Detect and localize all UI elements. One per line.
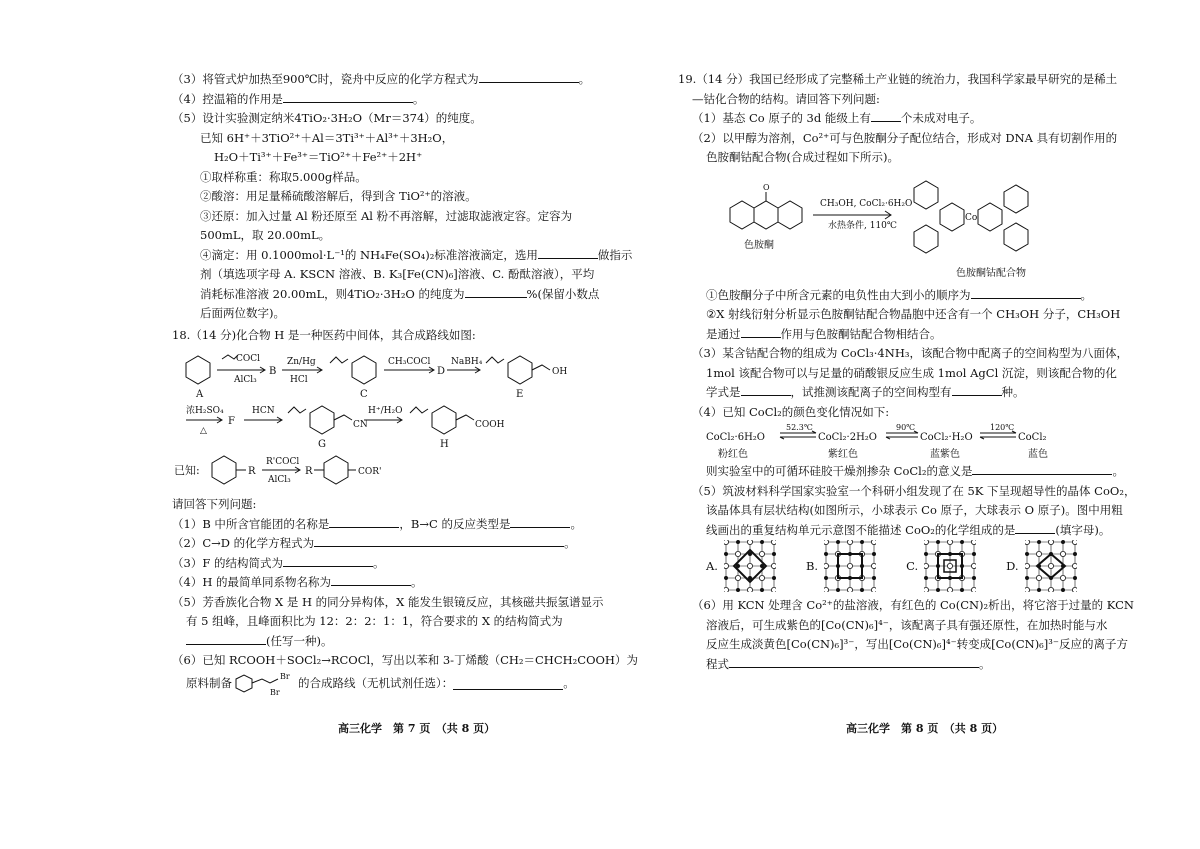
svg-text:52.3℃: 52.3℃ <box>786 423 813 432</box>
svg-text:HCl: HCl <box>290 375 308 385</box>
oxygen-atom <box>747 587 752 592</box>
answer-blank[interactable] <box>871 109 901 122</box>
svg-text:Zn/Hg: Zn/Hg <box>287 357 316 367</box>
svg-text:CH₃OH, CoCl₂·6H₂O: CH₃OH, CoCl₂·6H₂O <box>820 198 913 209</box>
svg-text:OH: OH <box>552 367 568 377</box>
cobalt-atom <box>736 540 739 543</box>
svg-text:H⁺/H₂O: H⁺/H₂O <box>368 406 403 416</box>
q19-part6-cont: 溶液后，可生成紫色的[Co(CN)₆]⁴⁻，该配离子具有强还原性，在加热时能与水 <box>706 617 1108 632</box>
answer-blank[interactable] <box>186 632 266 645</box>
q19-part6-cont3: 程式 。 <box>706 656 991 671</box>
oxygen-atom <box>771 587 776 592</box>
svg-text:C: C <box>360 389 368 400</box>
page-left <box>172 70 638 697</box>
q19-part4: （4）已知 CoCl₂的颜色变化情况如下: <box>692 404 890 419</box>
svg-text:D: D <box>437 366 446 377</box>
svg-text:CoCl₂·2H₂O: CoCl₂·2H₂O <box>818 432 877 443</box>
oxygen-atom <box>759 575 764 580</box>
cobalt-atom <box>1061 588 1064 591</box>
lattice-a-icon <box>724 540 776 592</box>
cobalt-atom <box>748 552 751 555</box>
q18-part5-cont2: (任写一种)。 <box>172 632 592 652</box>
oxygen-atom <box>747 563 752 568</box>
q19-part3-cont: 1mol 该配合物可以与足量的硝酸银反应生成 1mol AgCl 沉淀，则该配合物的化 <box>706 365 1117 380</box>
cobalt-atom <box>772 552 775 555</box>
step-1: ①取样称重：称取5.000g样品。 <box>200 169 367 184</box>
q18-part1: （1）B 中所含官能团的名称是 ，B→C 的反应类型是 。 <box>172 516 582 531</box>
cobalt-atom <box>736 588 739 591</box>
svg-text:CH₃COCl: CH₃COCl <box>388 357 431 367</box>
oxygen-atom <box>824 563 829 568</box>
svg-text:NaBH₄: NaBH₄ <box>451 357 483 367</box>
cobalt-atom <box>937 540 940 543</box>
svg-text:CoCl₂·6H₂O: CoCl₂·6H₂O <box>706 432 765 443</box>
svg-text:AlCl₃: AlCl₃ <box>268 475 291 485</box>
svg-text:COCl: COCl <box>236 354 261 364</box>
cobalt-atom <box>772 576 775 579</box>
oxygen-atom <box>948 587 953 592</box>
oxygen-atom <box>924 563 929 568</box>
cobalt-atom <box>760 588 763 591</box>
q18-part2: （2）C→D 的化学方程式为 。 <box>172 536 576 550</box>
tryptanthrin-ring-icon <box>730 201 754 229</box>
q19-part6-cont2: 反应生成淡黄色[Co(CN)₆]³⁻，写出[Co(CN)₆]⁴⁻转变成[Co(CN)₆]³⁻反应的离子方 <box>706 637 1128 651</box>
option-d[interactable]: D. <box>1006 540 1076 592</box>
oxygen-atom <box>724 563 729 568</box>
svg-text:△: △ <box>200 426 207 436</box>
q19-header-cont: —钴化合物的结构。请回答下列问题: <box>692 91 880 106</box>
svg-text:F: F <box>228 416 235 427</box>
answer-blank[interactable] <box>331 573 411 586</box>
answer-blank[interactable] <box>972 462 1112 475</box>
lattice-options <box>706 540 1108 592</box>
cobalt-atom <box>760 564 763 567</box>
oxygen-atom <box>759 551 764 556</box>
cobalt-atom <box>860 588 863 591</box>
q18-part3: （3）F 的结构简式为 。 <box>172 555 385 570</box>
oxygen-atom <box>724 540 729 545</box>
q19-part2: （2）以甲醇为溶剂，Co²⁺可与色胺酮分子配位结合，形成对 DNA 具有切割作用的 <box>692 130 1118 145</box>
oxygen-atom <box>735 575 740 580</box>
q19-part4-cont: 则实验室中的可循环硅胶干燥剂掺杂 CoCl₂的意义是 。 <box>706 464 1124 478</box>
q19-header: 19.（14 分）我国已经形成了完整稀土产业链的统治力，我国科学家最早研究的是稀土 <box>678 72 1118 86</box>
oxygen-atom <box>972 563 977 568</box>
oxygen-atom <box>847 563 852 568</box>
svg-text:HCN: HCN <box>252 406 275 416</box>
svg-text:色胺酮: 色胺酮 <box>744 239 774 251</box>
oxygen-atom <box>1072 587 1077 592</box>
benzene-c-icon <box>352 356 376 384</box>
cobalt-atom <box>836 540 839 543</box>
step-4-cont: 剂（填选项字母 A. KSCN 溶液、B. K₃[Fe(CN)₆]溶液、C. 酚酞溶液），平均 <box>200 267 595 281</box>
synthesis-scheme <box>172 345 592 495</box>
oxygen-atom <box>847 540 852 545</box>
q19-part5-cont: 该晶体具有层状结构(如图所示，小球表示 Co 原子，大球表示 O 原子)。图中用粗 <box>706 503 1123 517</box>
q19-part3: （3）某含钴配合物的组成为 CoCl₃·4NH₃，该配合物中配离子的空间构型为八面体， <box>692 346 1128 360</box>
step-4-cont3: 后面两位数字)。 <box>200 306 285 320</box>
cobalt-atom <box>724 552 727 555</box>
svg-text:Br: Br <box>270 687 280 697</box>
q19-part3-cont2: 学式是 ，试推测该配离子的空间构型有 种。 <box>706 385 1025 399</box>
svg-text:CN: CN <box>353 420 368 430</box>
svg-text:R: R <box>305 466 313 477</box>
cobalt-atom <box>937 588 940 591</box>
svg-text:水热条件, 110℃: 水热条件, 110℃ <box>828 220 897 231</box>
lattice-d-icon <box>1025 540 1077 592</box>
oxygen-atom <box>1048 587 1053 592</box>
lattice-b-icon <box>824 540 876 592</box>
oxygen-atom <box>948 540 953 545</box>
oxygen-atom <box>1060 575 1065 580</box>
complex-ring-icon <box>914 181 938 209</box>
cobalt-atom <box>1025 552 1028 555</box>
oxygen-atom <box>871 587 876 592</box>
q19-sub2-cont: 是通过 作用与色胺酮钴配合物相结合。 <box>706 326 942 341</box>
q18-ask: 请回答下列问题: <box>172 497 257 511</box>
oxygen-atom <box>871 563 876 568</box>
oxygen-atom <box>1025 540 1030 545</box>
answer-blank[interactable] <box>479 70 579 83</box>
cobalt-atom <box>1025 576 1028 579</box>
svg-text:Co: Co <box>965 212 978 223</box>
cobalt-atom <box>824 576 827 579</box>
answer-blank[interactable] <box>510 515 570 528</box>
oxygen-atom <box>948 563 953 568</box>
answer-blank[interactable] <box>465 285 527 298</box>
answer-blank[interactable] <box>329 515 399 528</box>
q19-part1: （1）基态 Co 原子的 3d 能级上有 个未成对电子。 <box>692 111 982 125</box>
svg-text:O: O <box>763 182 770 192</box>
page-footer-left: 高三化学 第 7 页 （共 8 页） <box>338 722 496 735</box>
oxygen-atom <box>1036 575 1041 580</box>
cobalt-atom <box>1073 552 1076 555</box>
svg-text:蓝色: 蓝色 <box>1028 449 1048 460</box>
answer-blank[interactable] <box>538 246 598 259</box>
svg-text:CoCl₂: CoCl₂ <box>1018 432 1047 443</box>
q18-part5-cont: 有 5 组峰，且峰面积比为 12：2：2：1：1，符合要求的 X 的结构简式为 <box>186 614 563 628</box>
svg-text:G: G <box>318 439 326 450</box>
svg-text:120℃: 120℃ <box>990 423 1015 432</box>
q19-sub2: ②X 射线衍射分析显示色胺酮钴配合物晶胞中还含有一个 CH₃OH 分子，CH₃OH <box>706 307 1121 321</box>
oxygen-atom <box>924 587 929 592</box>
oxygen-atom <box>824 587 829 592</box>
q17-part5: （5）设计实验测定纳米4TiO₂·3H₂O（Mr＝374）的纯度。 <box>172 111 482 125</box>
q19-part2-cont: 色胺酮钴配合物(合成过程如下所示)。 <box>706 150 899 164</box>
svg-text:R'COCl: R'COCl <box>266 457 300 467</box>
answer-blank[interactable] <box>952 383 1002 396</box>
oxygen-atom <box>847 587 852 592</box>
cobalt-atom <box>836 588 839 591</box>
option-b[interactable]: B. <box>806 540 876 592</box>
oxygen-atom <box>924 540 929 545</box>
q19-part5-cont2: 线画出的重复结构单元示意图不能描述 CoO₂的化学组成的是 (填字母)。 <box>706 522 1111 537</box>
benzene-a-icon <box>186 356 210 384</box>
cobalt-atom <box>860 540 863 543</box>
svg-text:H: H <box>440 439 449 450</box>
cobalt-atom <box>724 576 727 579</box>
oxygen-atom <box>1036 551 1041 556</box>
svg-text:Br: Br <box>280 671 290 681</box>
cobalt-atom <box>1037 588 1040 591</box>
answer-blank[interactable] <box>741 383 791 396</box>
known-equation-2: H₂O＋Ti³⁺＋Fe³⁺＝TiO²⁺＋Fe²⁺＋2H⁺ <box>214 150 423 164</box>
oxygen-atom <box>972 540 977 545</box>
step-3: ③还原：加入过量 Al 粉还原至 Al 粉不再溶解，过滤取滤液定容。定容为 <box>200 208 573 223</box>
oxygen-atom <box>735 551 740 556</box>
cobalt-atom <box>1061 540 1064 543</box>
q18-header: 18.（14 分)化合物 H 是一种医药中间体，其合成路线如图: <box>172 327 476 342</box>
oxygen-atom <box>824 540 829 545</box>
cobalt-atom <box>973 552 976 555</box>
benzene-e-icon <box>508 356 532 384</box>
svg-text:90℃: 90℃ <box>896 423 916 432</box>
target-molecule-icon <box>232 671 298 697</box>
step-2: ②酸溶：用足量稀硫酸溶解后，得到含 TiO²⁺的溶液。 <box>200 189 477 203</box>
known-equation-1: 已知 6H⁺＋3TiO²⁺＋Al＝3Ti³⁺＋Al³⁺＋3H₂O， <box>200 130 454 145</box>
answer-blank[interactable] <box>741 325 781 338</box>
q18-part4: （4）H 的最简单同系物名称为 。 <box>172 575 423 589</box>
answer-blank[interactable] <box>314 534 564 547</box>
cobalt-atom <box>824 552 827 555</box>
oxygen-atom <box>1060 551 1065 556</box>
option-a[interactable]: A. <box>706 540 776 592</box>
page-footer-right: 高三化学 第 8 页 （共 8 页） <box>846 722 1004 735</box>
cobalt-atom <box>1037 540 1040 543</box>
step-3-cont: 500mL，取 20.00mL。 <box>200 228 331 242</box>
svg-text:粉红色: 粉红色 <box>718 449 748 460</box>
answer-blank[interactable] <box>283 90 413 103</box>
oxygen-atom <box>1072 563 1077 568</box>
cobalt-atom <box>925 576 928 579</box>
step-4-cont2: 消耗标准溶液 20.00mL，则4TiO₂·3H₂O 的纯度为 %(保留小数点 <box>200 286 600 301</box>
q18-part6: （6）已知 RCOOH＋SOCl₂→RCOCl，写出以苯和 3-丁烯酸（CH₂＝CHCH₂COOH）为 <box>172 653 638 667</box>
cobalt-atom <box>736 564 739 567</box>
complex-synthesis-figure <box>678 168 1108 286</box>
svg-text:R: R <box>248 466 256 477</box>
cobalt-atom <box>1073 576 1076 579</box>
benzene-product-icon <box>324 456 348 484</box>
q19-part6: （6）用 KCN 处理含 Co²⁺的盐溶液，有红色的 Co(CN)₂析出，将它溶于过量的 KCN <box>692 598 1134 612</box>
step-4: ④滴定：用 0.1000mol·L⁻¹的 NH₄Fe(SO₄)₂标准溶液滴定，选用 做指示 <box>200 247 633 262</box>
q17-part4: （4）控温箱的作用是 。 <box>172 91 425 106</box>
svg-text:CoCl₂·H₂O: CoCl₂·H₂O <box>920 432 973 443</box>
answer-blank[interactable] <box>283 554 373 567</box>
svg-text:COR': COR' <box>358 467 382 477</box>
svg-text:已知:: 已知: <box>174 464 200 477</box>
oxygen-atom <box>771 540 776 545</box>
oxygen-atom <box>1048 540 1053 545</box>
lattice-c-icon <box>924 540 976 592</box>
benzene-g-icon <box>310 406 334 434</box>
oxygen-atom <box>724 587 729 592</box>
benzene-known-icon <box>212 456 236 484</box>
cobalt-atom <box>760 540 763 543</box>
q17-part3: （3）将管式炉加热至900℃时，瓷舟中反应的化学方程式为 。 <box>172 72 591 86</box>
svg-text:E: E <box>516 389 524 400</box>
svg-text:COOH: COOH <box>475 420 505 430</box>
svg-text:蓝紫色: 蓝紫色 <box>930 449 960 460</box>
answer-blank[interactable] <box>1015 521 1055 534</box>
cobalt-atom <box>961 540 964 543</box>
cobalt-atom <box>973 576 976 579</box>
cocl2-color-chain <box>678 422 1108 462</box>
oxygen-atom <box>871 540 876 545</box>
oxygen-atom <box>747 540 752 545</box>
oxygen-atom <box>972 587 977 592</box>
answer-blank[interactable] <box>453 677 563 690</box>
option-c[interactable]: C. <box>906 540 976 592</box>
answer-blank[interactable] <box>729 655 979 668</box>
svg-text:紫红色: 紫红色 <box>828 449 858 460</box>
cobalt-atom <box>925 552 928 555</box>
cobalt-atom <box>872 552 875 555</box>
q18-part5: （5）芳香族化合物 X 是 H 的同分异构体，X 能发生银镜反应，其核磁共振氢谱显示 <box>172 594 604 609</box>
cobalt-atom <box>872 576 875 579</box>
page-right <box>678 70 1136 674</box>
svg-text:AlCl₃: AlCl₃ <box>234 375 257 385</box>
benzene-h-icon <box>432 406 456 434</box>
q18-part6-cont: 原料制备 Br Br 的合成路线（无机试剂任选）： 。 <box>186 671 575 697</box>
answer-blank[interactable] <box>971 286 1081 299</box>
oxygen-atom <box>771 563 776 568</box>
cobalt-atom <box>748 576 751 579</box>
q19-part5: （5）筑波材料科学国家实验室一个科研小组发现了在 5K 下呈现超导性的晶体 CoO₂， <box>692 483 1136 498</box>
svg-text:B: B <box>269 366 277 377</box>
q19-sub1: ①色胺酮分子中所含元素的电负性由大到小的顺序为 。 <box>706 287 1092 302</box>
oxygen-atom <box>1072 540 1077 545</box>
svg-text:色胺酮钴配合物: 色胺酮钴配合物 <box>956 267 1026 279</box>
svg-text:浓H₂SO₄: 浓H₂SO₄ <box>186 406 224 416</box>
oxygen-atom <box>1048 563 1053 568</box>
cobalt-atom <box>961 588 964 591</box>
oxygen-atom <box>1025 563 1030 568</box>
svg-text:A: A <box>196 389 204 400</box>
oxygen-atom <box>1025 587 1030 592</box>
